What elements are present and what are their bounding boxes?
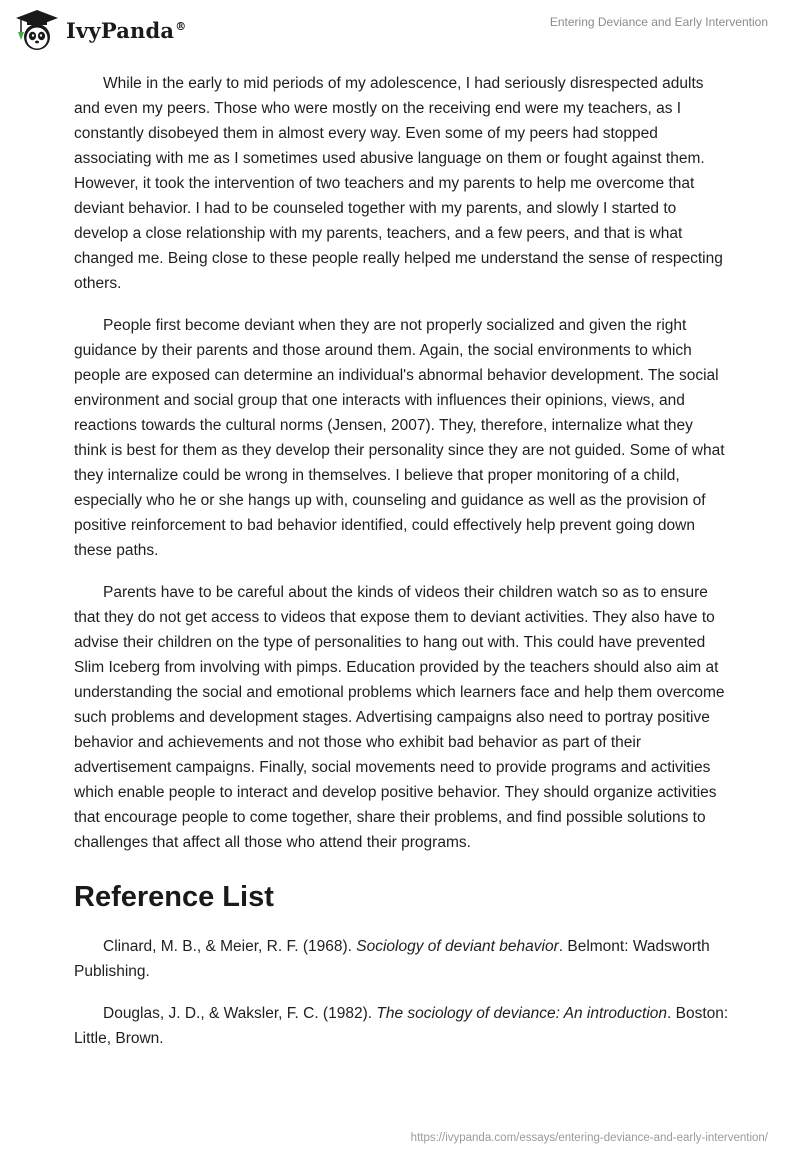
paragraph: While in the early to mid periods of my adolescence, I had seriously disrespected adults and even my peers. Those who were mostly on the receiving end were my teachers, as I constantly disobeyed them in almost every way. Even some of my peers had stopped associating with me as I sometimes used abusive language on them or fought against them. However, it took the intervention of two teachers and my parents to help me overcome that deviant behavior. I had to be counseled together with my parents, and slowly I started to develop a close relationship with my parents, teachers, and a few peers, and that is what changed me. Being close to these people really helped me understand the sense of respecting others. [74, 75, 723, 292]
page-header [0, 0, 800, 60]
reference-item: Douglas, J. D., & Waksler, F. C. (1982). The sociology of deviance: An introduction. Boston: Little, Brown. [74, 1005, 729, 1047]
paragraph: People first become deviant when they are not properly socialized and given the right guidance by their parents and those around them. Again, the social environments to which people are exposed can determine an individual's abnormal behavior development. The social environment and social group that one interacts with influences their opinions, views, and reactions towards the cultural norms (Jensen, 2007). They, therefore, internalize what they think is best for them as they develop their personality since they are not guided. Some of what they internalize could be wrong in themselves. I believe that proper monitoring of a child, especially who he or she hangs up with, counseling and guidance as well as the provision of positive reinforcement to bad behavior identified, could effectively help prevent going down these paths. [74, 317, 725, 559]
brand-logo[interactable] [14, 8, 186, 52]
document-title: Entering Deviance and Early Intervention [549, 15, 768, 29]
reference-list-heading: Reference List [74, 881, 274, 913]
source-url[interactable]: https://ivypanda.com/essays/entering-deviance-and-early-intervention/ [410, 1132, 768, 1144]
brand-name: IvyPanda® [66, 17, 187, 43]
panda-graduate-icon [14, 8, 60, 52]
reference-item: Clinard, M. B., & Meier, R. F. (1968). Sociology of deviant behavior. Belmont: Wadsworth Publishing. [74, 938, 710, 980]
paragraph: Parents have to be careful about the kinds of videos their children watch so as to ensure that they do not get access to videos that expose them to deviant activities. They also have to advise their children on the type of personalities to hang out with. This could have prevented Slim Iceberg from involving with pimps. Education provided by the teachers should also aim at understanding the social and emotional problems which learners face and help them overcome such problems and development stages. Advertising campaigns also need to portray positive behavior and achievements and not those who exhibit bad behavior as part of their advertisement campaigns. Finally, social movements need to provide programs and activities which enable people to interact and develop positive behavior. They should organize activities that encourage people to come together, share their problems, and find possible solutions to challenges that affect all those who attend their programs. [74, 584, 725, 851]
essay-body [74, 71, 729, 1068]
